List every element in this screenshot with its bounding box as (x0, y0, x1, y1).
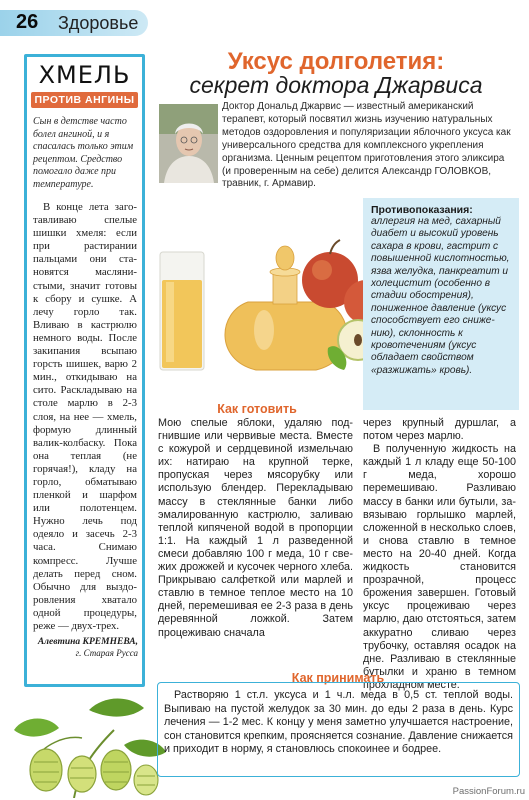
sidebar-city: г. Старая Русса (75, 648, 138, 659)
how-to-cook-heading: Как готовить (217, 402, 297, 416)
how-to-take-box: Растворяю 1 ст.л. уксуса и 1 ч.л. меда в 0,5 ст. теплой воды. Выпиваю на пустой желудок за 30 мин. до еды 2 раза в день. Курс лечения — 1-2 мес. К концу у меня заметно улучшается настроение, сон становится крепким, проясняется сознание. Давление снижается и приходит в норму, я становлюсь спокоинее и бодрее. (157, 682, 520, 777)
sidebar-hops-recipe (24, 54, 145, 687)
sidebar-title: ХМЕЛЬ (38, 61, 131, 89)
sidebar-intro: Сын в детстве часто болел ангиной, и я спасалась только этим рецептом. Средство помогало даже при температуре. (33, 116, 134, 190)
apple-cider-illustration (152, 190, 382, 390)
article-title: Уксус долголетия: (227, 48, 445, 75)
contraindications-heading: Противопоказания: (371, 204, 473, 216)
cook-col1-text: Мою спелые яблоки, удаляю подгнившие или червивые места. Вместе с кожурой и сердцевиной измельчаю их: натираю на крупной терке, пропуская через мясорубку или использую блендер. Перекладываю массу в стеклянные банки либо эмалированную кастрюлю, заливаю теплой кипяченой водой в пропорции 1:1. На каждый 1 л разведенной смеси добавляю 100 г меда, 10 г свежих дрожжей и кусочек черного хлеба. Прикрываю салфеткой или марлей и ставлю в темное теплое место на 10 дней, перемешивая ее 2-3 раза в день деревянной ложкой. Затем процеживаю сначала (158, 417, 353, 639)
watermark: PassionForum.ru (452, 786, 525, 797)
contraindications-box (363, 198, 519, 410)
contraindications-text: аллергия на мед, сахарный диабет и высокий уровень сахара в крови, гастрит с повышенной кислотностью, язва желудка, панкреатит и холецистит (особенно в стадии обострения), пониженное давление (уксус способствует его снижению), склонность к кровотечениям (уксус обладает свойством «разжижать» кровь). (371, 216, 510, 376)
hop-cones-illustration (4, 690, 169, 798)
sidebar-body: В конце лета заготавливаю спелые шишки хмеля: если при растирании пальцами они становятся маслянистыми, значит готовы к сбору и сушке. А лечу горло так. Вливаю в кастрюлю немного воды. После закипания всыпаю горсть шишек, варю 2 мин., откидываю на сито. Раскладываю на столе марлю в 2-3 слоя, на нее — хмель, формую длинный валик-колбаску. Пока она теплая (не горячая!), кладу на горло, обматываю пленкой и шарфом или полотенцем. Нужно лечь под одеяло и засечь 2-3 часа. Снимаю компресс. Лучше делать перед сном. Обычно для выздоровления хватало одной процедуры, реже — двух-трех. (33, 201, 137, 632)
page-number: 26 (16, 11, 39, 33)
cook-col2-first: через крупный дуршлаг, а потом через марлю. (363, 417, 516, 443)
article-lead: Доктор Дональд Джарвис — известный американский терапевт, который посвятил жизнь изучению натуральных методов оздоровления и популяризации яблочного уксуса как универсального средства для комплексного укрепления организма. Ценным рецептом приготовления этого эликсира (и проверенным на себе) делится Александр ГОЛОВКОВ, травник, г. Армавир. (222, 101, 511, 190)
cook-column-2 (363, 417, 516, 692)
section-title: Здоровье (58, 13, 139, 33)
article-subtitle: секрет доктора Джарвиса (189, 72, 483, 98)
page-header (0, 10, 148, 36)
sidebar-badge: ПРОТИВ АНГИНЫ (31, 92, 138, 108)
cook-column-1 (158, 417, 353, 640)
sidebar-author: Алевтина КРЕМНЕВА, (37, 637, 138, 648)
doctor-portrait (159, 104, 218, 183)
how-to-take-heading: Как принимать (291, 671, 385, 685)
cook-col2-rest: В полученную жидкость на каждый 1 л кладу еще 50-100 г меда, хорошо перемешиваю. Разливаю массу в банки или бутыли, завязываю горлышко марлей, сложенной в несколько слоев, и снова ставлю в темное место на 20-40 дней. Когда жидкость становится прозрачной, процесс брожения завершен. Готовый уксус процеживаю через марлю, даю отстояться, затем аккуратно сливаю через трубочку, оставляя осадок на дне. Разливаю в стеклянные бутылки и храню в темном прохладном месте. (363, 443, 516, 691)
